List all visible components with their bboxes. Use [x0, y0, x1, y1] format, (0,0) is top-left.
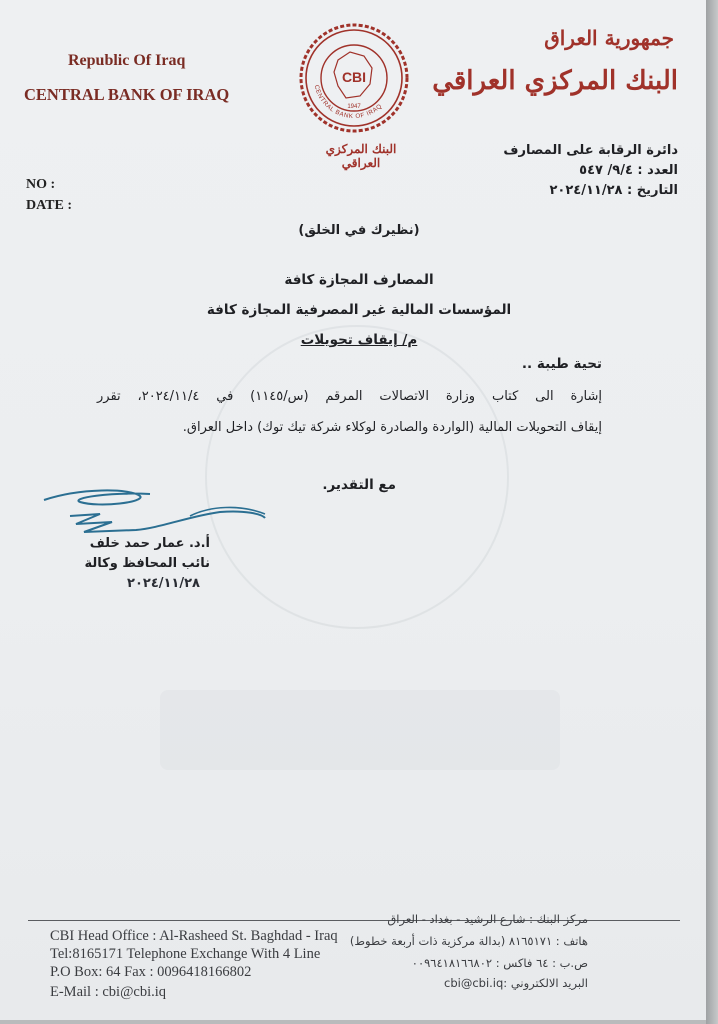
footer-address-en: CBI Head Office : Al-Rasheed St. Baghdad - Iraq: [50, 928, 338, 944]
date-label: DATE :: [26, 198, 73, 213]
paragraph-line-2: إيقاف التحويلات المالية (الواردة والصادرة لوكلاء شركة تيك توك) داخل العراق.: [182, 420, 602, 435]
footer-phone-ar: هاتف : ٨١٦٥١٧١ (بدالة مركزية ذات أربعة خطوط): [349, 934, 588, 948]
paragraph-line-1: إشارة الى كتاب وزارة الاتصالات المرقم (س/١١٤٥) في ٢٠٢٤/١١/٤، تقرر: [97, 389, 602, 404]
signatory-title: نائب المحافظ وكالة: [84, 556, 210, 571]
recipient-line-1: المصارف المجازة كافة: [284, 272, 434, 288]
reference-number: العدد : ٩/٤/ ٥٤٧: [579, 163, 678, 178]
page-edge-shadow: [706, 0, 718, 1024]
signatory-name: أ.د. عمار حمد خلف: [89, 536, 210, 551]
footer-phone-en: Tel:8165171 Telephone Exchange With 4 Line: [50, 946, 321, 962]
watermark-text-block: [160, 690, 560, 770]
department: دائرة الرقابة على المصارف: [503, 143, 678, 158]
logo-center-text: CBI: [341, 69, 367, 85]
logo-year: 1947: [347, 104, 361, 110]
greeting-top: (نظيرك في الخلق): [298, 223, 420, 238]
signature-date: ٢٠٢٤/١١/٢٨: [127, 576, 200, 591]
recipient-line-2: المؤسسات المالية غير المصرفية المجازة كافة: [206, 302, 512, 318]
reference-date: التاريخ : ٢٠٢٤/١١/٢٨: [549, 183, 678, 198]
logo-bank-name-ar: البنك المركزي العراقي: [325, 142, 397, 170]
subject-line: م/ إيقاف تحويلات: [300, 332, 418, 348]
logo-ring-text: CENTRAL BANK OF IRAQ: [312, 84, 384, 121]
header-republic-ar: جمهورية العراق: [544, 26, 674, 50]
header-bank-ar: البنك المركزي العراقي: [432, 66, 678, 96]
footer-address-ar: مركز البنك : شارع الرشيد - بغداد - العراق: [387, 912, 588, 926]
header-republic-en: Republic Of Iraq: [68, 52, 186, 69]
footer-pobox-ar: ص.ب : ٦٤ فاكس : ٠٠٩٦٤١٨١٦٦٨٠٢: [411, 956, 588, 970]
closing: مع التقدير.: [322, 477, 396, 493]
salutation: تحية طيبة ..: [521, 356, 602, 372]
cbi-logo-icon: [298, 22, 410, 134]
footer-pobox-en: P.O Box: 64 Fax : 0096418166802: [50, 964, 252, 980]
header-bank-en: CENTRAL BANK OF IRAQ: [24, 85, 230, 104]
footer-email-en: E-Mail : cbi@cbi.iq: [50, 984, 167, 1000]
no-label: NO :: [26, 177, 56, 192]
footer-email-ar: البريد الالكتروني :cbi@cbi.iq: [444, 976, 588, 990]
